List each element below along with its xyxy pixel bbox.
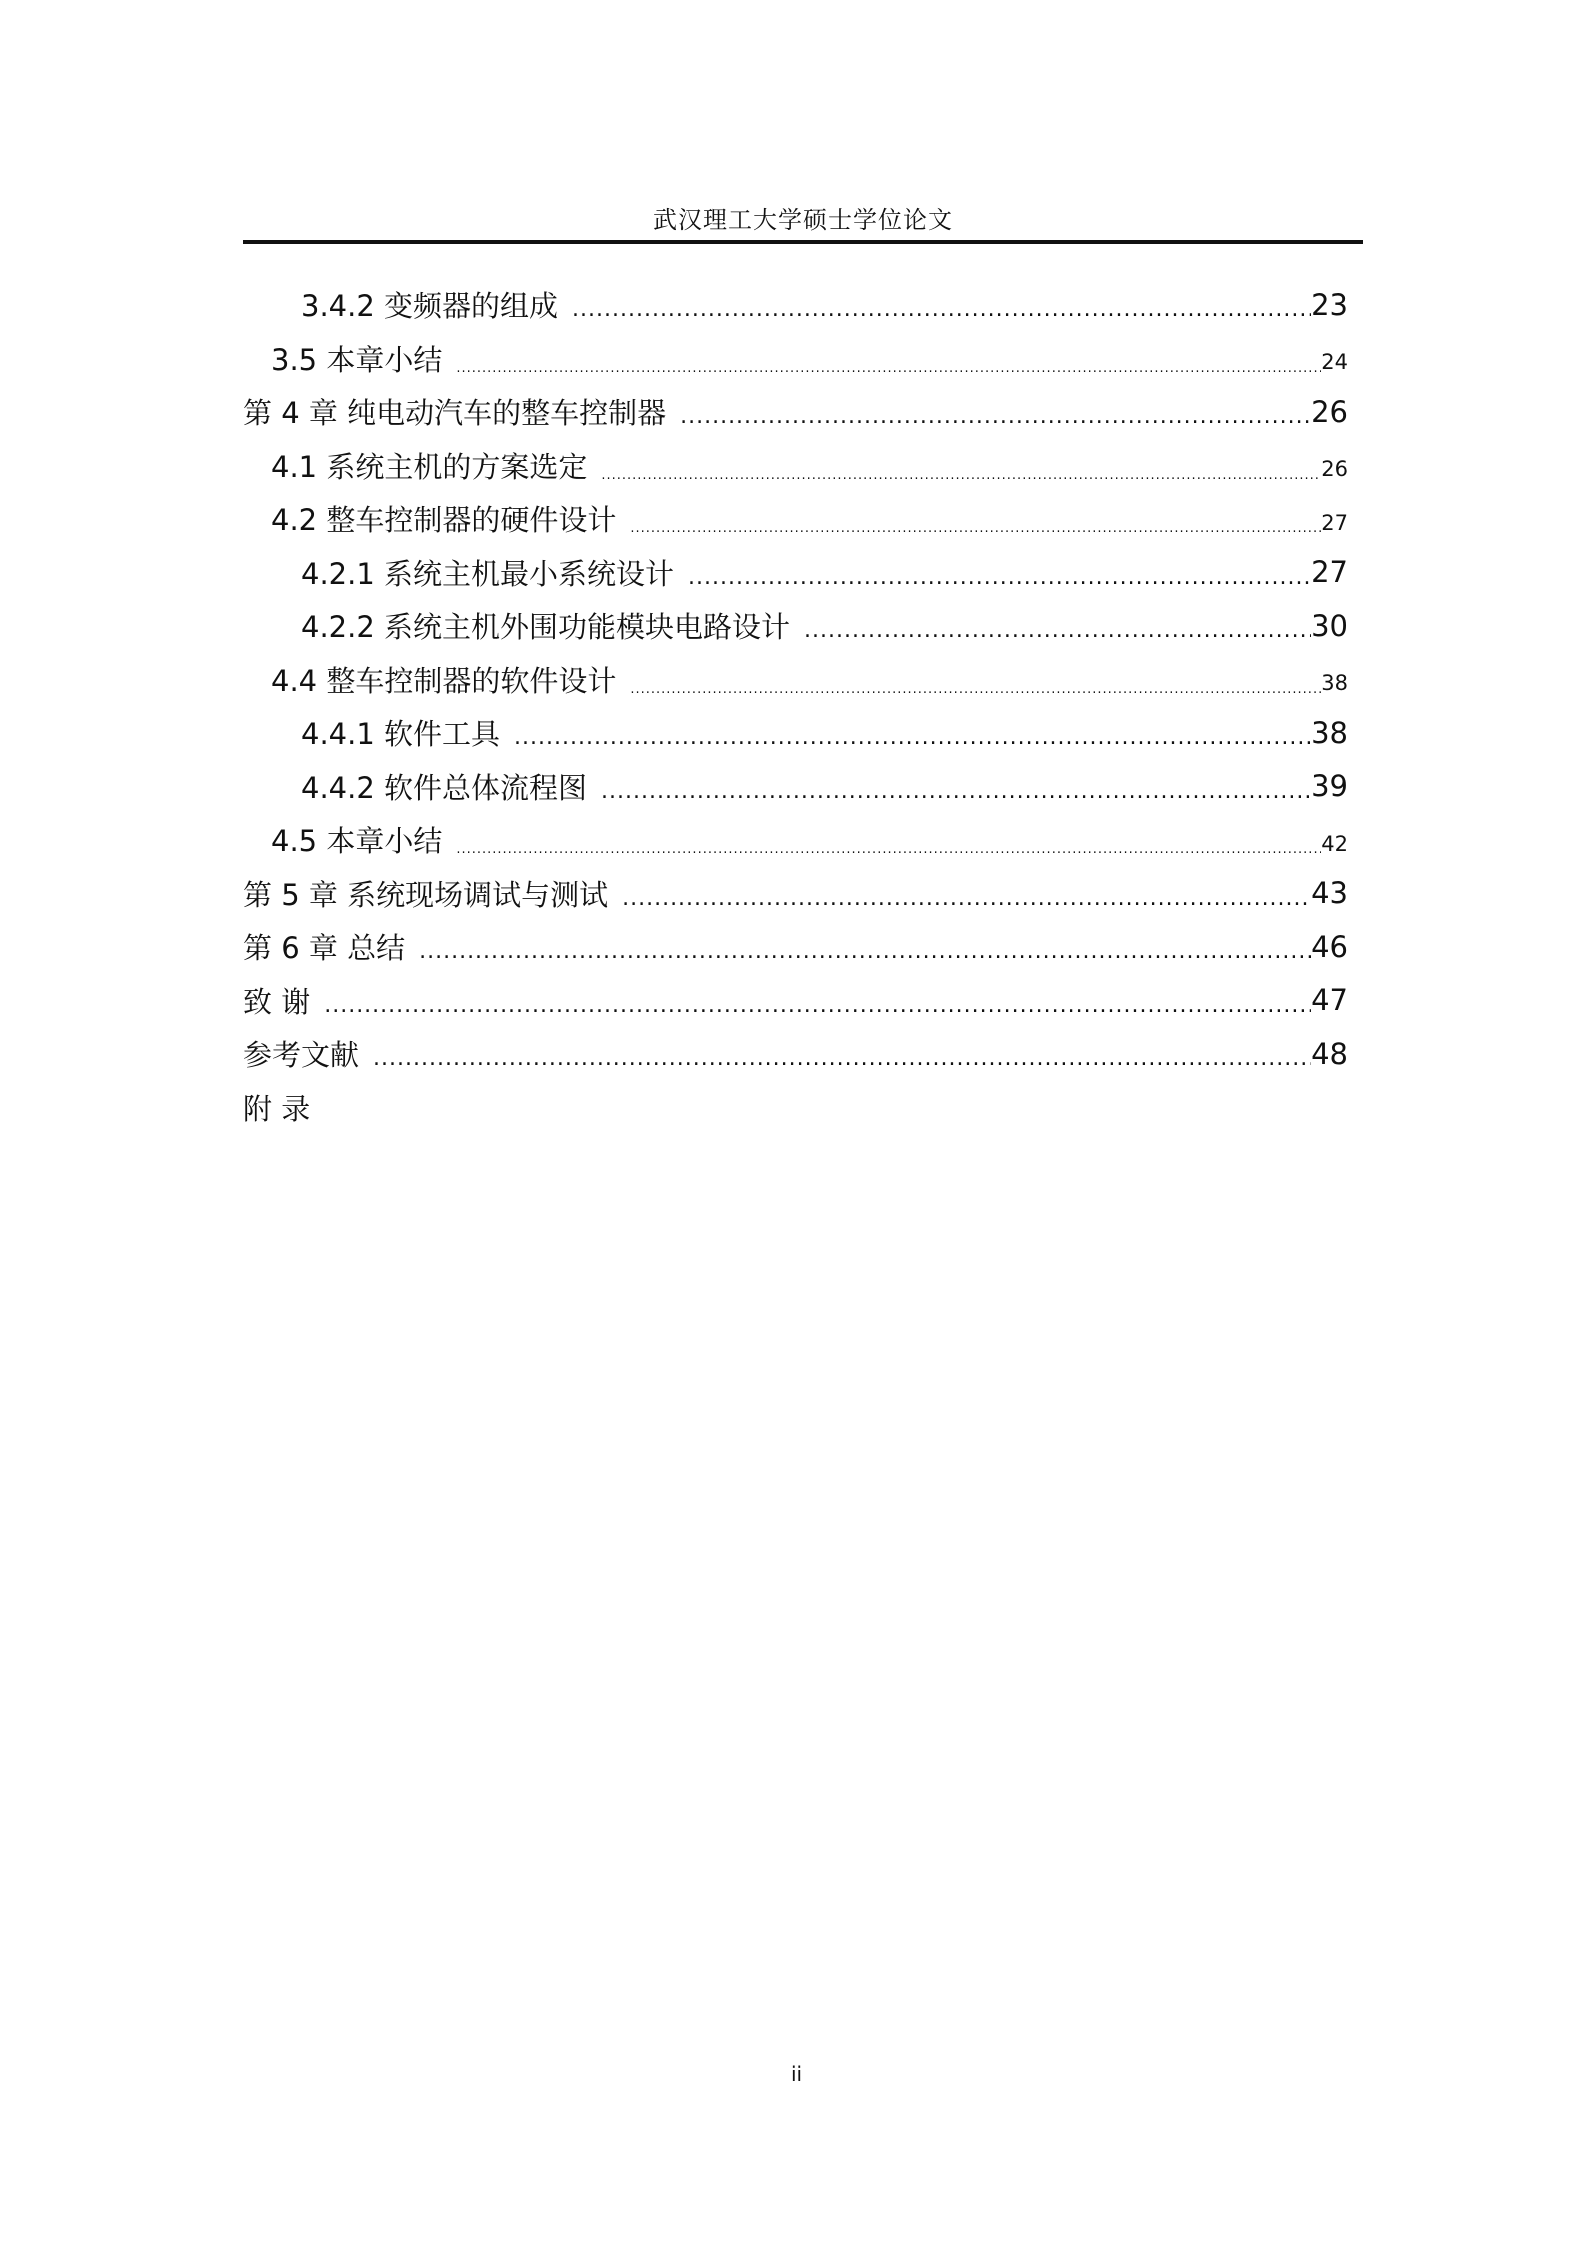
toc-leader-dots xyxy=(373,1046,1311,1071)
toc-entry-4-4[interactable] xyxy=(243,653,1348,707)
toc-entry-title: 4.2 整车控制器的硬件设计 xyxy=(271,503,617,538)
toc-entry-title: 4.2.2 系统主机外围功能模块电路设计 xyxy=(301,610,791,645)
toc-entry-title: 第 6 章 总结 xyxy=(243,931,406,966)
toc-leader-dots xyxy=(601,779,1311,804)
toc-entry-4-4-1[interactable] xyxy=(243,706,1348,760)
toc-entry-page: 27 xyxy=(1311,555,1348,590)
toc-entry-title: 附 录 xyxy=(243,1091,311,1126)
toc-entry-chapter-6[interactable] xyxy=(243,920,1348,974)
toc-entry-page: 27 xyxy=(1321,510,1348,535)
toc-entry-page: 42 xyxy=(1321,831,1348,856)
toc-entry-page: 48 xyxy=(1311,1036,1348,1071)
toc-entry-title: 4.5 本章小结 xyxy=(271,824,443,859)
toc-entry-title: 第 5 章 系统现场调试与测试 xyxy=(243,877,609,912)
toc-entry-page: 23 xyxy=(1311,287,1348,322)
toc-entry-page: 24 xyxy=(1321,350,1348,375)
toc-entry-appendix[interactable] xyxy=(243,1081,1348,1135)
toc-entry-title: 第 4 章 纯电动汽车的整车控制器 xyxy=(243,396,667,431)
running-header: 武汉理工大学硕士学位论文 xyxy=(653,206,953,234)
toc-entry-chapter-5[interactable] xyxy=(243,867,1348,921)
toc-entry-page: 39 xyxy=(1311,769,1348,804)
toc-entry-title: 4.4.1 软件工具 xyxy=(301,717,501,752)
toc-leader-dots xyxy=(419,939,1311,964)
toc-entry-title: 3.5 本章小结 xyxy=(271,342,443,377)
toc-leader-dots xyxy=(514,725,1311,750)
toc-entry-4-2-2[interactable] xyxy=(243,599,1348,653)
toc-entry-title: 致 谢 xyxy=(243,984,311,1019)
toc-entry-3-5[interactable] xyxy=(243,332,1348,386)
toc-entry-page: 26 xyxy=(1321,457,1348,482)
toc-entry-page: 43 xyxy=(1311,876,1348,911)
toc-entry-4-4-2[interactable] xyxy=(243,760,1348,814)
toc-entry-title: 参考文献 xyxy=(243,1038,360,1073)
toc-entry-3-4-2[interactable] xyxy=(243,278,1348,332)
table-of-contents xyxy=(243,278,1348,1134)
toc-leader-dots xyxy=(572,297,1311,322)
toc-leader-dots xyxy=(456,361,1321,376)
toc-entry-page: 38 xyxy=(1321,671,1348,696)
toc-leader-dots xyxy=(630,682,1321,697)
toc-leader-dots xyxy=(601,468,1321,483)
header-rule xyxy=(243,240,1363,244)
toc-entry-title: 4.4 整车控制器的软件设计 xyxy=(271,663,617,698)
toc-entry-title: 3.4.2 变频器的组成 xyxy=(301,289,559,324)
toc-leader-dots xyxy=(804,618,1311,643)
toc-entry-4-1[interactable] xyxy=(243,439,1348,493)
toc-entry-4-5[interactable] xyxy=(243,813,1348,867)
toc-leader-dots xyxy=(630,521,1321,536)
toc-leader-dots xyxy=(456,842,1321,857)
page-number: ii xyxy=(790,2062,803,2086)
toc-entry-chapter-4[interactable] xyxy=(243,385,1348,439)
toc-leader-dots xyxy=(680,404,1311,429)
toc-leader-dots xyxy=(324,993,1311,1018)
toc-entry-title: 4.1 系统主机的方案选定 xyxy=(271,449,588,484)
toc-leader-dots xyxy=(688,565,1311,590)
toc-entry-title: 4.4.2 软件总体流程图 xyxy=(301,770,588,805)
toc-entry-title: 4.2.1 系统主机最小系统设计 xyxy=(301,556,675,591)
toc-entry-4-2[interactable] xyxy=(243,492,1348,546)
toc-entry-page: 47 xyxy=(1311,983,1348,1018)
toc-leader-dots xyxy=(622,886,1311,911)
toc-entry-references[interactable] xyxy=(243,1027,1348,1081)
toc-entry-page: 38 xyxy=(1311,715,1348,750)
toc-entry-page: 46 xyxy=(1311,929,1348,964)
toc-entry-4-2-1[interactable] xyxy=(243,546,1348,600)
toc-entry-page: 30 xyxy=(1311,608,1348,643)
toc-entry-page: 26 xyxy=(1311,394,1348,429)
toc-entry-acknowledgements[interactable] xyxy=(243,974,1348,1028)
